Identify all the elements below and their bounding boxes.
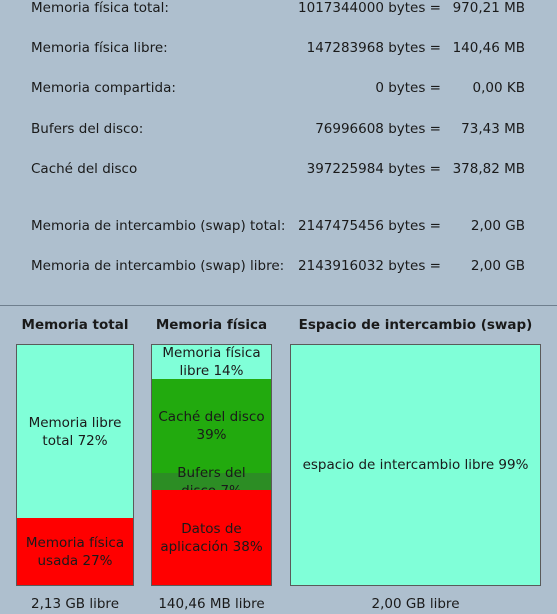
stat-row-swap-free	[0, 258, 557, 278]
stat-row-shared	[0, 80, 557, 100]
memory-segment-label: Memoria libre total 72%	[28, 414, 122, 449]
physical-memory-caption: 140,46 MB libre	[158, 596, 265, 612]
stat-bytes: 1017344000 bytes =	[298, 0, 441, 16]
total-memory-caption: 2,13 GB libre	[31, 596, 119, 612]
stat-bytes: 76996608 bytes =	[315, 121, 441, 137]
total-memory-bar	[16, 344, 134, 586]
memory-segment	[17, 518, 133, 585]
stat-label: Memoria de intercambio (swap) total:	[31, 218, 286, 234]
stat-row-physical-free	[0, 40, 557, 60]
stat-label: Caché del disco	[31, 161, 138, 177]
stat-value: 140,46 MB	[452, 40, 525, 56]
stat-bytes: 2143916032 bytes =	[298, 258, 441, 274]
memory-segment-label: Caché del disco 39%	[158, 409, 265, 443]
section-divider	[0, 305, 557, 306]
stat-value: 2,00 GB	[470, 258, 525, 274]
memory-info-panel	[0, 0, 557, 305]
memory-segment	[152, 379, 271, 473]
stat-bytes: 147283968 bytes =	[306, 40, 441, 56]
physical-memory-title: Memoria física	[155, 317, 268, 333]
swap-title: Espacio de intercambio (swap)	[298, 317, 533, 333]
memory-segment-label: Memoria física usada 27%	[25, 534, 125, 569]
stat-row-swap-total	[0, 218, 557, 238]
memory-segment	[152, 464, 271, 490]
stat-label: Memoria compartida:	[31, 80, 176, 96]
stat-label: Memoria física libre:	[31, 40, 168, 56]
stat-label: Memoria de intercambio (swap) libre:	[31, 258, 285, 274]
stat-label: Memoria física total:	[31, 0, 169, 16]
memory-segment	[152, 345, 271, 379]
total-memory-title: Memoria total	[21, 317, 129, 333]
stat-value: 73,43 MB	[461, 121, 525, 137]
stat-row-physical-total	[0, 0, 557, 20]
memory-segment-label: Memoria física libre 14%	[162, 345, 261, 379]
memory-segment	[17, 345, 133, 518]
stat-value: 2,00 GB	[470, 218, 525, 234]
memory-segment	[152, 490, 271, 585]
memory-segment	[291, 345, 540, 585]
memory-segment-label: Bufers del	[177, 464, 246, 481]
stat-bytes: 2147475456 bytes =	[298, 218, 441, 234]
memory-segment-label: Datos de aplicación 38%	[160, 520, 263, 555]
stat-bytes: 397225984 bytes =	[306, 161, 441, 177]
stat-value: 0,00 KB	[472, 80, 525, 96]
stat-value: 970,21 MB	[452, 0, 525, 16]
stat-label: Bufers del disco:	[31, 121, 144, 137]
memory-segment-label: espacio de intercambio libre 99%	[302, 457, 529, 473]
stat-row-buffers	[0, 121, 557, 141]
physical-memory-bar	[151, 344, 272, 586]
stat-value: 378,82 MB	[452, 161, 525, 177]
swap-caption: 2,00 GB libre	[371, 596, 460, 612]
stat-bytes: 0 bytes =	[375, 80, 441, 96]
swap-bar	[290, 344, 541, 586]
stat-row-cache	[0, 161, 557, 181]
